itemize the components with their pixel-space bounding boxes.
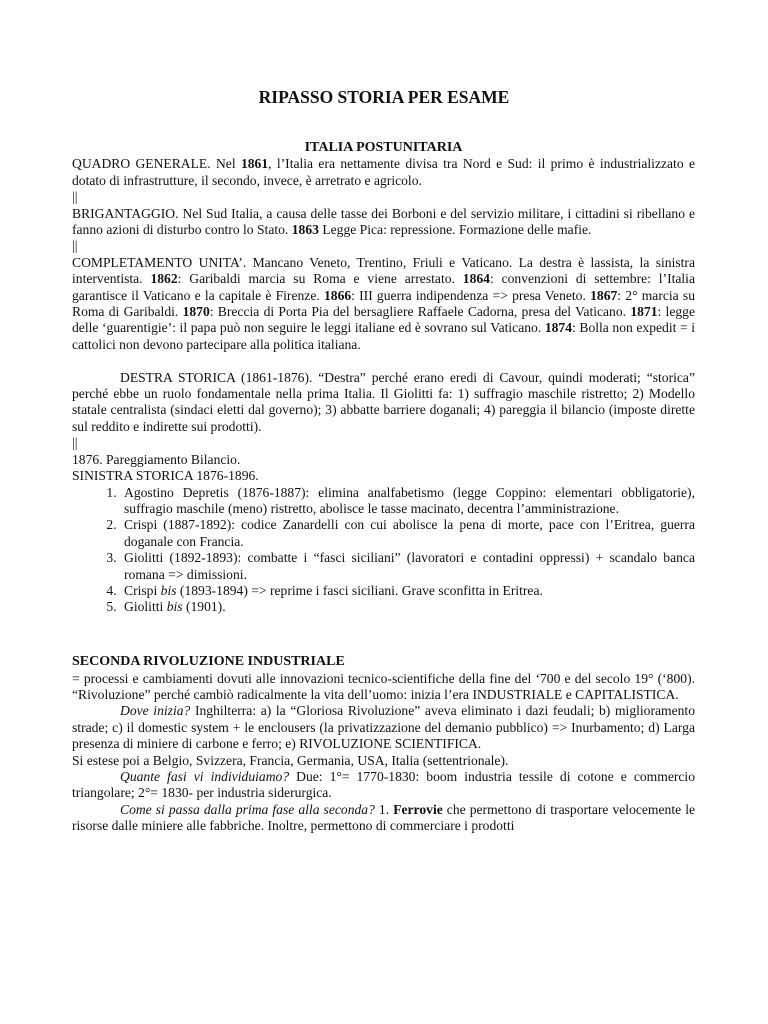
list-item: 1. Agostino Depretis (1876-1887): elimina analfabetismo (legge Coppino: elementari obbligatorie), suffragio maschile (meno) ristretto, abolisce le tasse macinato, decentra l’amministrazione. [120,485,695,518]
paragraph-destra-storica: DESTRA STORICA (1861-1876). “Destra” perché erano eredi di Cavour, quindi moderati; “storica” perché ebbe un ruolo fondamentale nella prima Italia. Il Giolitti fa: 1) suffragio maschile ristretto; 2) Modello statale centralista (sindaci eletti dal governo); 3) abbatte barriere doganali; 4) pareggia il bilancio (imposte dirette sul reddito e indirette sui prodotti). [72,369,695,434]
year: 1874 [544,320,573,336]
text: che permettono di trasportare velocemente le risorse dalle miniere alle fabbriche. Inoltre, permettono di commerciare i prodotti [72,801,695,834]
text: Due: 1°= 1770-1830: boom industria tessile di cotone e commercio triangolare; 2°= 1830- per industria siderurgica. [72,769,695,801]
sinistra-storica-list [72,485,695,616]
document-body [72,140,695,835]
paragraph-definizione: = processi e cambiamenti dovuti alle innovazioni tecnico-scientifiche della fine del ‘700 e del secolo 19° (‘800). “Rivoluzione” perché cambiò radicalmente la vita dell’uomo: inizia l’era INDUSTRIALE e CAPITALISTICA. [72,670,695,702]
year: 1866 [323,287,352,303]
year: 1867 [590,287,618,303]
section-heading-seconda-rivoluzione: SECONDA RIVOLUZIONE INDUSTRIALE [72,654,345,670]
text: BRIGANTAGGIO. Nel Sud Italia, a causa delle tasse dei Borboni e del servizio militare, i cittadini si ribellano e fanno azioni di disturbo contro lo Stato. [72,205,695,238]
spacer [72,353,695,369]
paragraph-estensione: Si estese poi a Belgio, Svizzera, Francia, Germania, USA, Italia (settentrionale). [72,752,509,768]
list-item [120,599,695,615]
text: 1. [374,801,394,817]
year: 1870 [182,304,210,320]
paragraph-dove-inizia [72,703,695,752]
text: Giolitti [124,599,167,615]
question-italic: Come si passa dalla prima fase alla seconda? [120,801,375,817]
text: : legge delle ‘guarentigie’: il papa può non seguire le leggi italiane ed è sovrano sul Vaticano. [72,304,695,336]
year: 1864 [462,271,490,287]
separator: || [72,189,78,205]
section-heading-italia-postunitaria: ITALIA POSTUNITARIA [304,140,463,155]
year: 1863 [291,222,319,238]
text: : Garibaldi marcia su Roma e viene arrestato. [177,271,463,287]
text: Inghilterra: a) la “Gloriosa Rivoluzione” aveva eliminato i dazi feudali; b) miglioramento strade; c) il domestic system + le enclousers (la privatizzazione del demanio pubblico) => Inurbamento; d) Larga presenza di miniere di carbone e ferro; e) RIVOLUZIONE SCIENTIFICA. [72,703,695,752]
text: QUADRO GENERALE. Nel [72,156,241,172]
paragraph-completamento-unita [72,255,695,353]
separator: || [72,435,78,451]
text: : 2° marcia su Roma di Garibaldi. [72,287,695,320]
text: , l’Italia era nettamente divisa tra Nord e Sud: il primo è industrializzato e dotato di infrastrutture, il secondo, invece, è arretrato e agricolo. [72,156,695,188]
document-title: RIPASSO STORIA PER ESAME [258,87,510,107]
paragraph-fasi [72,769,695,802]
text: : Breccia di Porta Pia del bersagliere Raffaele Cadorna, presa del Vaticano. [209,304,631,320]
year: 1861 [240,156,269,172]
text-italic: bis [166,599,183,615]
text: : Bolla non expedit = i cattolici non devono partecipare alla politica italiana. [72,320,695,352]
spacer [72,616,695,638]
paragraph-brigantaggio [72,206,695,239]
text: : III guerra indipendenza => presa Veneto. [351,287,591,303]
list-item: 2. Crispi (1887-1892): codice Zanardelli con cui abolisce la pena di morte, pace con l’Eritrea, guerra doganale con Francia. [120,517,695,550]
text: Crispi [124,582,161,598]
text: (1901). [182,599,226,615]
year: 1862 [150,271,178,287]
paragraph-passaggio-fasi [72,802,695,835]
question-italic: Quante fasi vi individuiamo? [120,769,290,784]
spacer [72,638,695,654]
paragraph-quadro-generale [72,156,695,189]
question-italic: Dove inizia? [120,703,191,719]
separator: || [72,238,78,254]
list-item [120,583,695,599]
paragraph-sinistra-storica: SINISTRA STORICA 1876-1896. [72,468,259,484]
paragraph-pareggiamento: 1876. Pareggiamento Bilancio. [72,451,241,467]
text: : convenzioni di settembre: l’Italia garantisce il Vaticano e la capitale è Firenze. [72,271,695,303]
text-italic: bis [160,582,177,598]
keyword-bold: Ferrovie [393,801,443,817]
text: COMPLETAMENTO UNITA’. Mancano Veneto, Trentino, Friuli e Vaticano. La destra è lassista, la sinistra interventista. [72,254,695,287]
year: 1871 [630,304,658,320]
text: Legge Pica: repressione. Formazione delle mafie. [318,222,592,238]
list-item: 3. Giolitti (1892-1893): combatte i “fasci siciliani” (lavoratori e contadini oppressi) + scandalo banca romana => dimissioni. [120,550,695,583]
text: (1893-1894) => reprime i fasci siciliani. Grave sconfitta in Eritrea. [176,582,543,598]
